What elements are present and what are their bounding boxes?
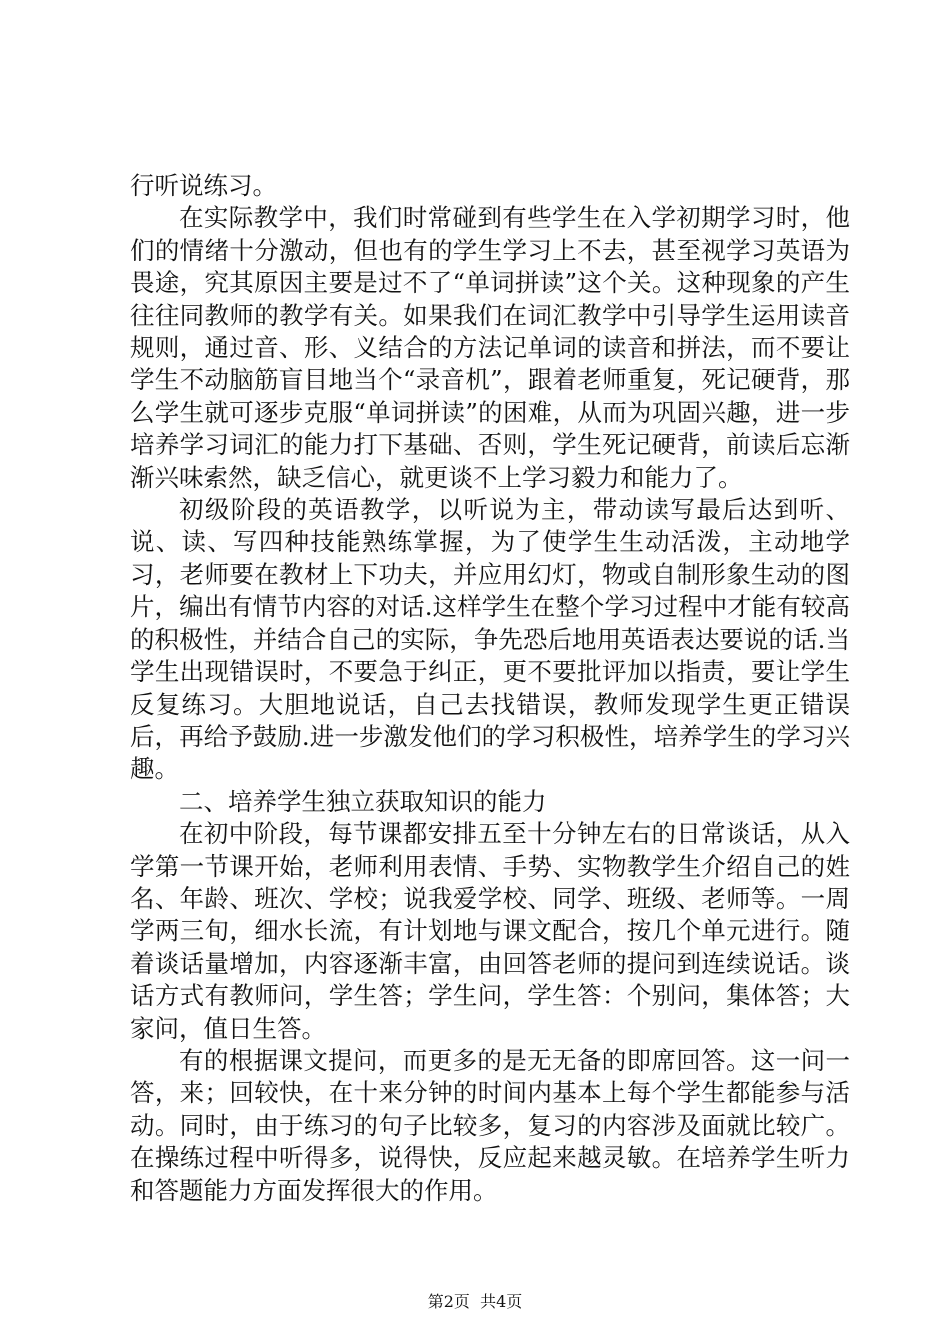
page-footer [0,1292,950,1312]
page-total: 共4页 [480,1292,523,1311]
page-number: 第2页 [427,1292,470,1311]
section-heading: 二、培养学生独立获取知识的能力 [179,786,547,816]
paragraph-3: 初级阶段的英语教学，以听说为主，带动读写最后达到听、说、读、写四种技能熟练掌握，为了使学生生动活泼，主动地学习，老师要在教材上下功夫，并应用幻灯，物或自制形象生动的图片，编出有情节内容的对话.这样学生在整个学习过程中才能有较高的积极性，并结合自己的实际，争先恐后地用英语表达要说的话.当学生出现错误时，不要急于纠正，更不要批评加以指责，要让学生反复练习。大胆地说话，自己去找错误，教师发现学生更正错误后，再给予鼓励.进一步激发他们的学习积极性，培养学生的学习兴趣。 [130,495,850,784]
paragraph-4: 在初中阶段，每节课都安排五至十分钟左右的日常谈话，从入学第一节课开始，老师利用表情、手势、实物教学生介绍自己的姓名、年龄、班次、学校；说我爱学校、同学、班级、老师等。一周学两三旬，细水长流，有计划地与课文配合，按几个单元进行。随着谈话量增加，内容逐渐丰富，由回答老师的提问到连续说话。谈话方式有教师问，学生答；学生问，学生答：个别问，集体答；大家问，值日生答。 [130,819,850,1043]
document-body [130,170,850,1207]
paragraph-1: 行听说练习。 [130,171,277,200]
paragraph-2: 在实际教学中，我们时常碰到有些学生在入学初期学习时，他们的情绪十分激动，但也有的学生学习上不去，甚至视学习英语为畏途，究其原因主要是过不了“单词拼读”这个关。这种现象的产生往往同教师的教学有关。如果我们在词汇教学中引导学生运用读音规则，通过音、形、义结合的方法记单词的读音和拼法，而不要让学生不动脑筋盲目地当个“录音机”，跟着老师重复，死记硬背，那么学生就可逐步克服“单词拼读”的困难，从而为巩固兴趣，进一步培养学习词汇的能力打下基础、否则，学生死记硬背，前读后忘渐渐兴味索然，缺乏信心，就更谈不上学习毅力和能力了。 [130,203,850,492]
paragraph-5: 有的根据课文提问，而更多的是无无备的即席回答。这一问一答，来；回较快，在十来分钟的时间内基本上每个学生都能参与活动。同时，由于练习的句子比较多，复习的内容涉及面就比较广。在操练过程中听得多，说得快，反应起来越灵敏。在培养学生听力和答题能力方面发挥很大的作用。 [130,1045,850,1205]
